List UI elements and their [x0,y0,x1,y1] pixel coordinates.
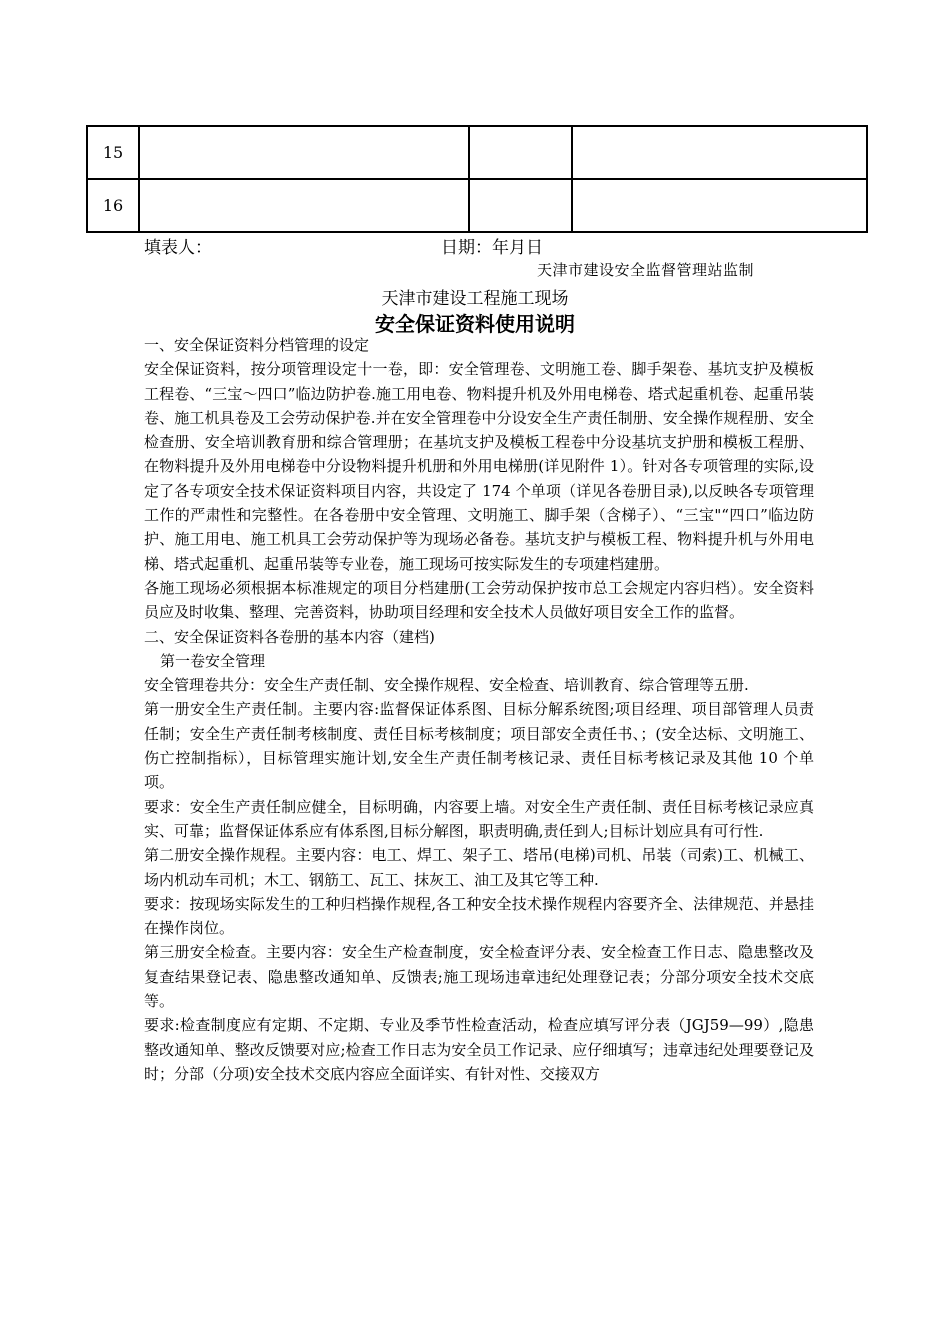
table-row [87,126,867,179]
paragraph: 第一册安全生产责任制。主要内容:监督保证体系图、目标分解系统图;项目经理、项目部管理人员责任制；安全生产责任制考核制度、责任目标考核制度；项目部安全责任书、；(安全达标、文明施工、伤亡控制指标），目标管理实施计划,安全生产责任制考核记录、责任目标考核记录及其他 10 个单项。 [144,700,814,792]
supervisor-note: 天津市建设安全监督管理站监制 [537,261,755,279]
table-cell [572,179,867,232]
paragraph: 要求:检查制度应有定期、不定期、专业及季节性检查活动，检查应填写评分表（JGJ59—99）,隐患整改通知单、整改反馈要对应;检查工作日志为安全员工作记录、应仔细填写；违章违纪处理要登记及时；分部（分项)安全技术交底内容应全面详实、有针对性、交接双方 [144,1016,814,1083]
paragraph: 各施工现场必须根据本标准规定的项目分档建册(工会劳动保护按市总工会规定内容归档）。安全资料员应及时收集、整理、完善资料，协助项目经理和安全技术人员做好项目安全工作的监督。 [144,578,814,622]
table-cell [469,179,572,232]
paragraph: 第三册安全检查。主要内容：安全生产检查制度，安全检查评分表、安全检查工作日志、隐患整改及复查结果登记表、隐患整改通知单、反馈表;施工现场违章违纪处理登记表；分部分项安全技术交底等。 [144,943,814,1011]
paragraph: 要求：安全生产责任制应健全，目标明确，内容要上墙。对安全生产责任制、责任目标考核记录应真实、可靠；监督保证体系应有体系图,目标分解图，职责明确,责任到人;目标计划应具有可行性. [144,797,814,840]
table-row [87,179,867,232]
section-heading: 二、安全保证资料各卷册的基本内容（建档) [144,627,435,646]
table-cell [572,126,867,179]
body-text [144,333,814,1086]
filler-label: 填表人： [144,238,212,258]
date-label: 日期：年月日 [441,238,543,258]
paragraph: 安全保证资料，按分项管理设定十一卷，即：安全管理卷、文明施工卷、脚手架卷、基坑支护及模板工程卷、“三宝～四口”临边防护卷.施工用电卷、物料提升机及外用电梯卷、塔式起重机卷、起重吊装卷、施工机具卷及工会劳动保护卷.并在安全管理卷中分设安全生产责任制册、安全操作规程册、安全检查册、安全培训教育册和综合管理册；在基坑支护及模板工程卷中分设基坑支护册和模板工程册、在物料提升及外用电梯卷中分设物料提升机册和外用电梯册(详见附件 1）。针对各专项管理的实际,设定了各专项安全技术保证资料项目内容，共设定了 174 个单项（详见各卷册目录),以反映各专项管理工作的严肃性和完整性。在各卷册中安全管理、文明施工、脚手架（含梯子）、“三宝"“四口”临边防护、施工用电、施工机具工会劳动保护等为现场必备卷。基坑支护与模板工程、物料提升机与外用电梯、塔式起重机、起重吊装等专业卷，施工现场可按实际发生的专项建档建册。 [144,360,814,573]
record-table [86,125,868,233]
row-number: 16 [87,179,139,232]
table-cell [139,126,469,179]
volume-heading: 第一卷安全管理 [160,651,266,670]
document-subtitle: 天津市建设工程施工现场 [381,289,569,309]
row-number: 15 [87,126,139,179]
table-cell [139,179,469,232]
paragraph: 要求：按现场实际发生的工种归档操作规程,各工种安全技术操作规程内容要齐全、法律规范、并悬挂在操作岗位。 [144,894,814,938]
paragraph: 第二册安全操作规程。主要内容：电工、焊工、架子工、塔吊(电梯)司机、吊装（司索)工、机械工、场内机动车司机；木工、钢筋工、瓦工、抹灰工、油工及其它等工种. [144,846,814,889]
table-cell [469,126,572,179]
section-heading: 一、安全保证资料分档管理的设定 [144,336,370,354]
paragraph: 安全管理卷共分：安全生产责任制、安全操作规程、安全检查、培训教育、综合管理等五册. [144,676,749,695]
document-title: 安全保证资料使用说明 [375,312,575,336]
